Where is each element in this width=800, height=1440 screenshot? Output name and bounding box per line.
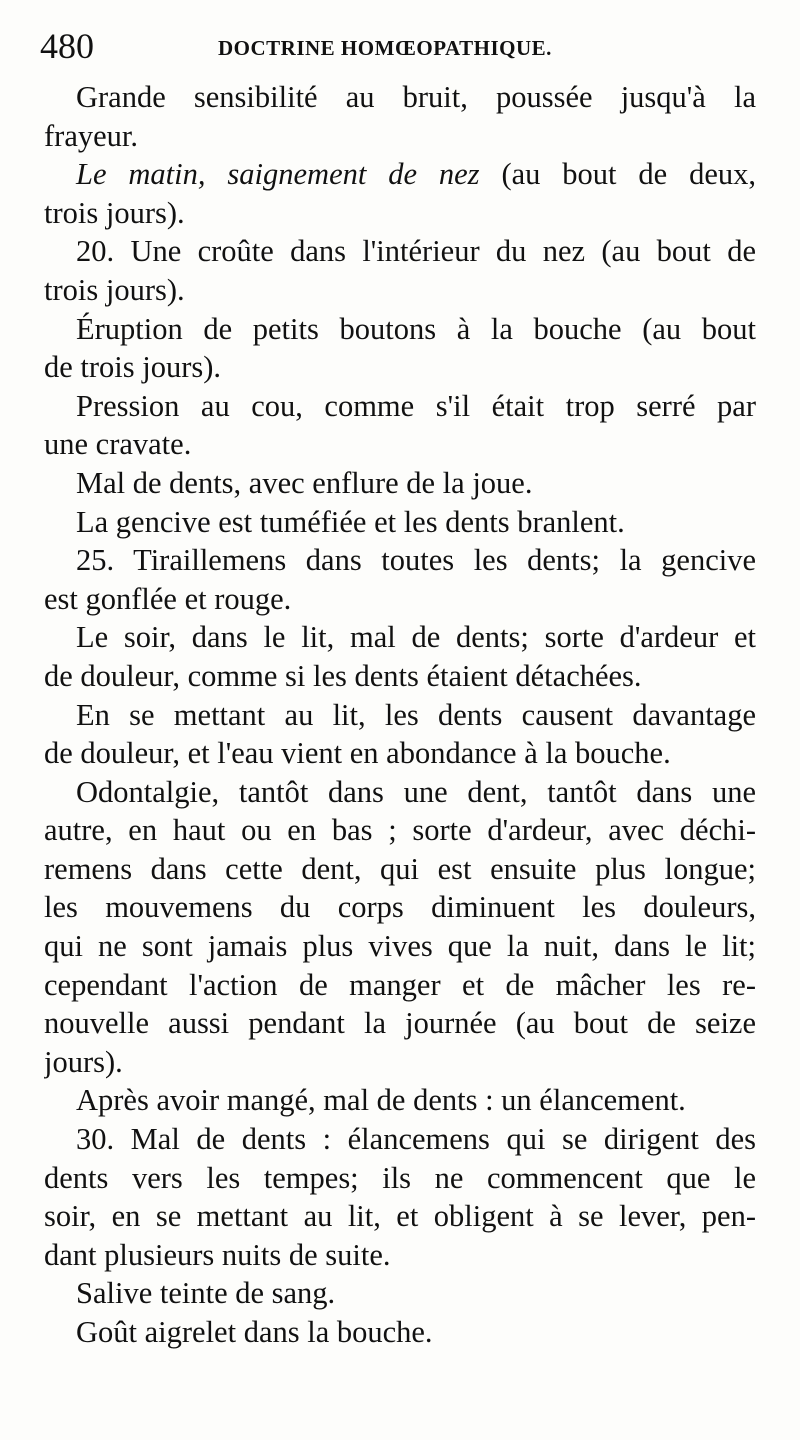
text-line-italic-lead [44, 155, 756, 194]
text-line: dents vers les tempes; ils ne commencent que le [44, 1160, 756, 1195]
text-line: autre, en haut ou en bas ; sorte d'ardeur, avec déchi- [44, 813, 756, 848]
text-line: jours). [44, 1044, 123, 1079]
text-line: Goût aigrelet dans la bouche. [76, 1315, 433, 1349]
italic-phrase: saignement de nez [227, 157, 480, 192]
text-line: frayeur. [44, 118, 138, 153]
text-line: Le soir, dans le lit, mal de dents; sorte d'ardeur et [76, 620, 756, 655]
running-head: DOCTRINE HOMŒOPATHIQUE. [218, 36, 552, 60]
text-line: soir, en se mettant au lit, et obligent à se lever, pen- [44, 1199, 756, 1234]
text-line: Pression au cou, comme s'il était trop serré par [76, 388, 756, 423]
text-line: Grande sensibilité au bruit, poussée jusqu'à la [76, 80, 756, 114]
text-line: nouvelle aussi pendant la journée (au bout de seize [44, 1006, 756, 1041]
text-line: Éruption de petits boutons à la bouche (au bout [76, 311, 756, 346]
text-line: La gencive est tuméfiée et les dents branlent. [76, 504, 625, 539]
text-line: Mal de dents, avec enflure de la joue. [76, 465, 533, 500]
text-line: de douleur, comme si les dents étaient détachées. [44, 658, 642, 693]
text-line: Après avoir mangé, mal de dents : un élancement. [76, 1083, 686, 1118]
text-line: 20. Une croûte dans l'intérieur du nez (au bout de [76, 234, 756, 269]
text-line: une cravate. [44, 427, 192, 462]
text-line: qui ne sont jamais plus vives que la nuit, dans le lit; [44, 929, 756, 964]
page-number: 480 [40, 26, 94, 66]
text-line: les mouvemens du corps diminuent les douleurs, [44, 890, 756, 925]
italic-comma: , [197, 157, 228, 192]
text-line: trois jours). [44, 195, 185, 230]
text-line: 25. Tiraillemens dans toutes les dents; la gencive [76, 543, 756, 578]
text-line: dant plusieurs nuits de suite. [44, 1237, 391, 1272]
text-line: de trois jours). [44, 350, 222, 385]
text-line: 30. Mal de dents : élancemens qui se dirigent des [76, 1122, 756, 1157]
text-line: de douleur, et l'eau vient en abondance à la bouche. [44, 736, 671, 771]
text-line: Salive teinte de sang. [76, 1276, 336, 1311]
text-fragment: (au bout de deux, [479, 157, 756, 192]
text-line: Odontalgie, tantôt dans une dent, tantôt dans une [76, 774, 756, 809]
italic-phrase: Le matin [76, 157, 198, 192]
text-line: remens dans cette dent, qui est ensuite plus longue; [44, 851, 756, 886]
text-line: En se mettant au lit, les dents causent davantage [76, 697, 756, 732]
body-text [44, 78, 756, 1352]
text-line: trois jours). [44, 272, 185, 307]
text-line: cependant l'action de manger et de mâcher les re- [44, 967, 756, 1002]
text-line: est gonflée et rouge. [44, 581, 292, 616]
page-header [40, 26, 760, 66]
